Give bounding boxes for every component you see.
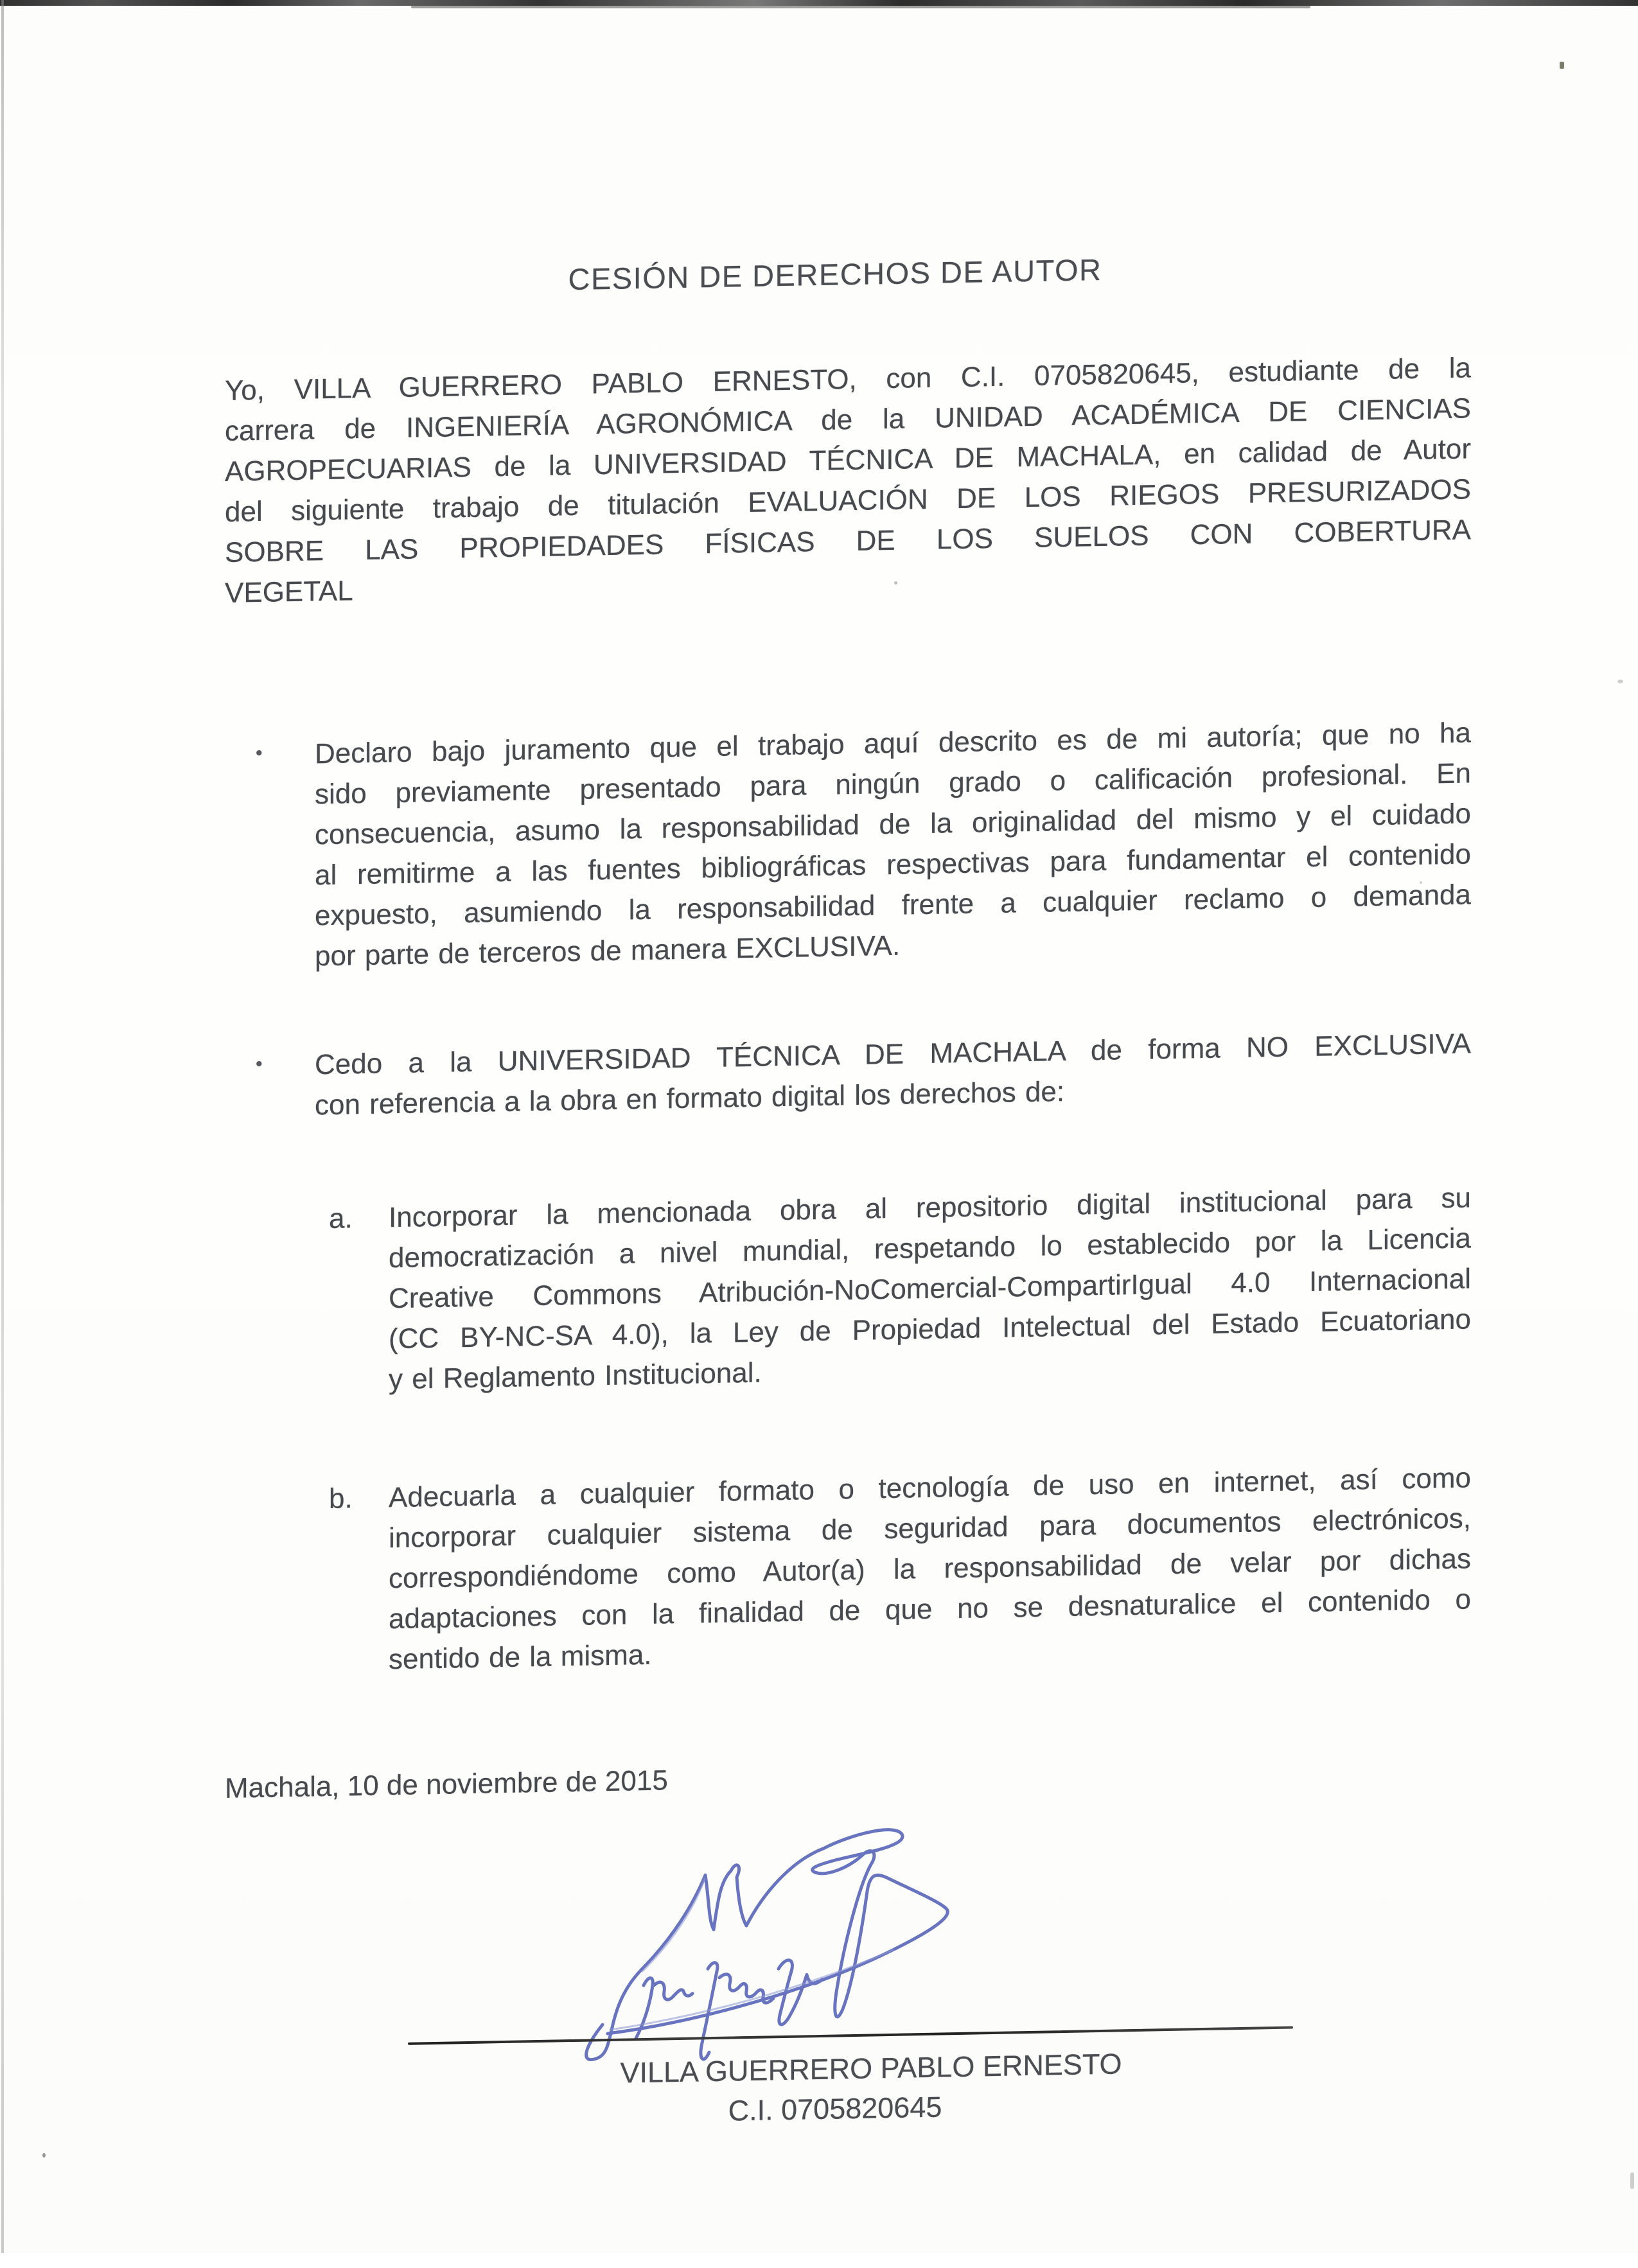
text-line: por parte de terceros de manera EXCLUSIVA. — [315, 929, 901, 972]
text-line: Declaro bajo juramento que el trabajo aquí descrito es de mi autoría; que no ha — [315, 717, 1471, 770]
text-line: Adecuarla a cualquier formato o tecnología de uso en internet, así como — [389, 1462, 1471, 1514]
text-line: correspondiéndome como Autor(a) la responsabilidad de velar por dichas — [389, 1543, 1471, 1595]
text-line: incorporar cualquier sistema de seguridad para documentos electrónicos, — [389, 1502, 1471, 1554]
text-line: sentido de la misma. — [389, 1639, 652, 1676]
text-line: Incorporar la mencionada obra al repositorio digital institucional para su — [389, 1182, 1471, 1234]
signatory-id: C.I. 0705820645 — [728, 2090, 942, 2127]
bullet-marker: • — [256, 1053, 263, 1075]
text-line: AGROPECUARIAS de la UNIVERSIDAD TÉCNICA DE MACHALA, en calidad de Autor — [225, 433, 1471, 488]
text-line: SOBRE LAS PROPIEDADES FÍSICAS DE LOS SUELOS CON COBERTURA — [225, 514, 1471, 568]
item-marker: b. — [329, 1482, 353, 1515]
date-line: Machala, 10 de noviembre de 2015 — [225, 1764, 668, 1804]
license-item-text — [389, 1177, 1471, 1400]
declaration-item-1 — [225, 712, 1471, 978]
text-line: Yo, VILLA GUERRERO PABLO ERNESTO, con C.I. 0705820645, estudiante de la — [225, 352, 1471, 407]
intro-paragraph — [225, 347, 1471, 613]
text-line: y el Reglamento Institucional. — [389, 1357, 762, 1396]
text-line: Creative Commons Atribución-NoComercial-CompartirIgual 4.0 Internacional — [389, 1263, 1471, 1315]
signatory-name: VILLA GUERRERO PABLO ERNESTO — [620, 2047, 1122, 2089]
item-marker: a. — [329, 1202, 353, 1235]
text-line: del siguiente trabajo de titulación EVALUACIÓN DE LOS RIEGOS PRESURIZADOS — [225, 473, 1471, 528]
declaration-item-2 — [225, 1023, 1471, 1127]
text-line: carrera de INGENIERÍA AGRONÓMICA de la UNIDAD ACADÉMICA DE CIENCIAS — [225, 392, 1471, 447]
document-title: CESIÓN DE DERECHOS DE AUTOR — [568, 252, 1102, 297]
text-line: democratización a nivel mundial, respetando lo establecido por la Licencia — [389, 1222, 1471, 1274]
license-item-b — [225, 1457, 1471, 1683]
text-line: al remitirme a las fuentes bibliográficas respectivas para fundamentar el contenido — [315, 838, 1471, 892]
text-line: sido previamente presentado para ningún grado o calificación profesional. En — [315, 757, 1471, 811]
text-line: adaptaciones con la finalidad de que no se desnaturalice el contenido o — [389, 1583, 1471, 1635]
license-item-a — [225, 1177, 1471, 1403]
bullet-marker: • — [256, 742, 263, 764]
license-item-text — [389, 1457, 1471, 1680]
text-line: consecuencia, asumo la responsabilidad de la originalidad del mismo y el cuidado — [315, 798, 1471, 851]
declaration-text — [315, 712, 1471, 976]
text-line: (CC BY-NC-SA 4.0), la Ley de Propiedad Intelectual del Estado Ecuatoriano — [389, 1303, 1471, 1355]
declaration-text — [315, 1023, 1471, 1125]
text-line: VEGETAL — [225, 575, 353, 609]
text-line: expuesto, asumiendo la responsabilidad frente a cualquier reclamo o demanda — [315, 879, 1471, 932]
text-line: con referencia a la obra en formato digital los derechos de: — [315, 1075, 1065, 1121]
handwritten-signature — [546, 1811, 996, 2070]
text-line: Cedo a la UNIVERSIDAD TÉCNICA DE MACHALA de forma NO EXCLUSIVA — [315, 1028, 1471, 1081]
